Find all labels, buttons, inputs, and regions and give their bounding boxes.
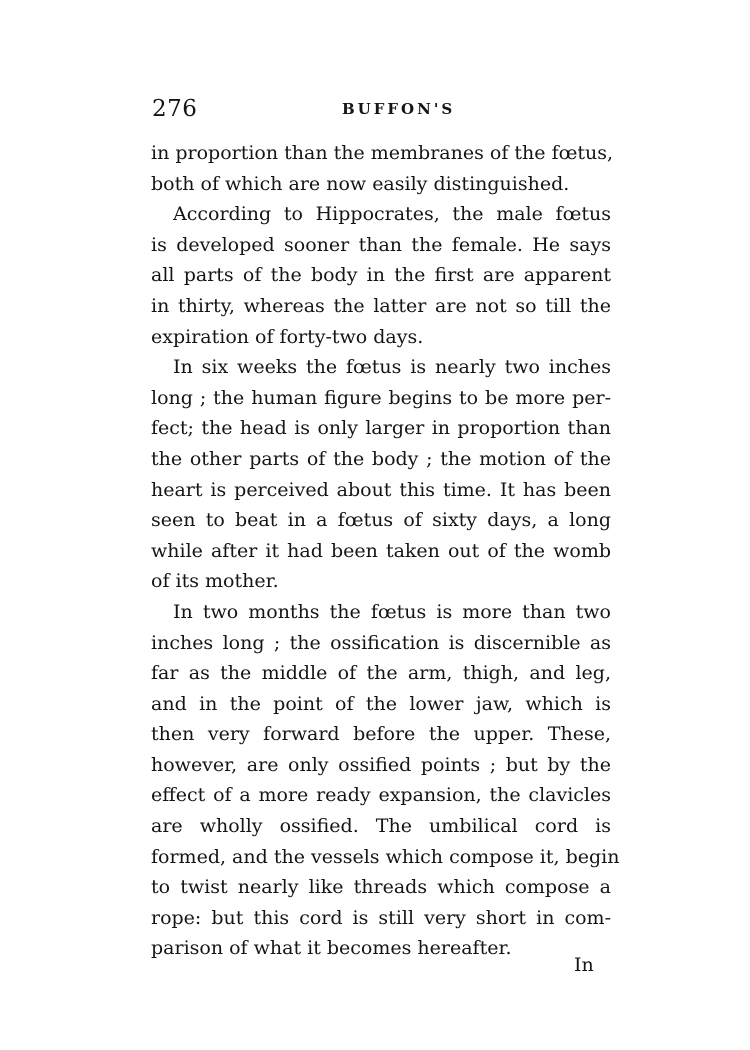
page-number: 276 [152,96,198,122]
text-line: effect of a more ready expansion, the clavicles [151,784,611,807]
text-line: parison of what it becomes hereafter. [151,937,512,960]
text-line: inches long ; the ossification is discernible as [151,631,611,654]
text-line: long ; the human figure begins to be more per- [151,386,611,409]
text-line: seen to beat in a fœtus of sixty days, a long [151,509,611,532]
text-line: In six weeks the fœtus is nearly two inches [173,356,611,379]
text-line: and in the point of the lower jaw, which is [151,692,611,715]
text-line: fect; the head is only larger in proportion than [151,417,611,440]
text-line: the other parts of the body ; the motion of the [151,447,611,470]
text-line: all parts of the body in the first are apparent [151,264,611,287]
text-line: According to Hippocrates, the male fœtus [173,203,611,226]
text-line: both of which are now easily distinguished. [151,172,570,195]
body-text [151,138,620,964]
text-line: formed, and the vessels which compose it, begin [151,845,620,868]
text-line: however, are only ossified points ; but by the [151,753,611,776]
text-line: then very forward before the upper. These, [151,723,611,746]
text-line: is developed sooner than the female. He says [151,233,611,256]
text-line: heart is perceived about this time. It has been [151,478,611,501]
page-header [152,96,612,126]
text-line: in proportion than the membranes of the fœtus, [151,142,614,164]
catchword: In [574,954,594,976]
text-line: In two months the fœtus is more than two [173,600,611,623]
text-line: to twist nearly like threads which compose a [151,876,611,899]
text-line: in thirty, whereas the latter are not so till the [151,294,611,317]
text-line: far as the middle of the arm, thigh, and leg, [151,662,611,685]
running-head: BUFFON'S [342,100,456,118]
text-line: are wholly ossified. The umbilical cord is [151,815,611,838]
text-line: expiration of forty-two days. [151,325,424,348]
text-line: of its mother. [151,570,279,593]
text-line: while after it had been taken out of the womb [151,539,611,562]
text-line: rope: but this cord is still very short in com- [151,906,611,929]
